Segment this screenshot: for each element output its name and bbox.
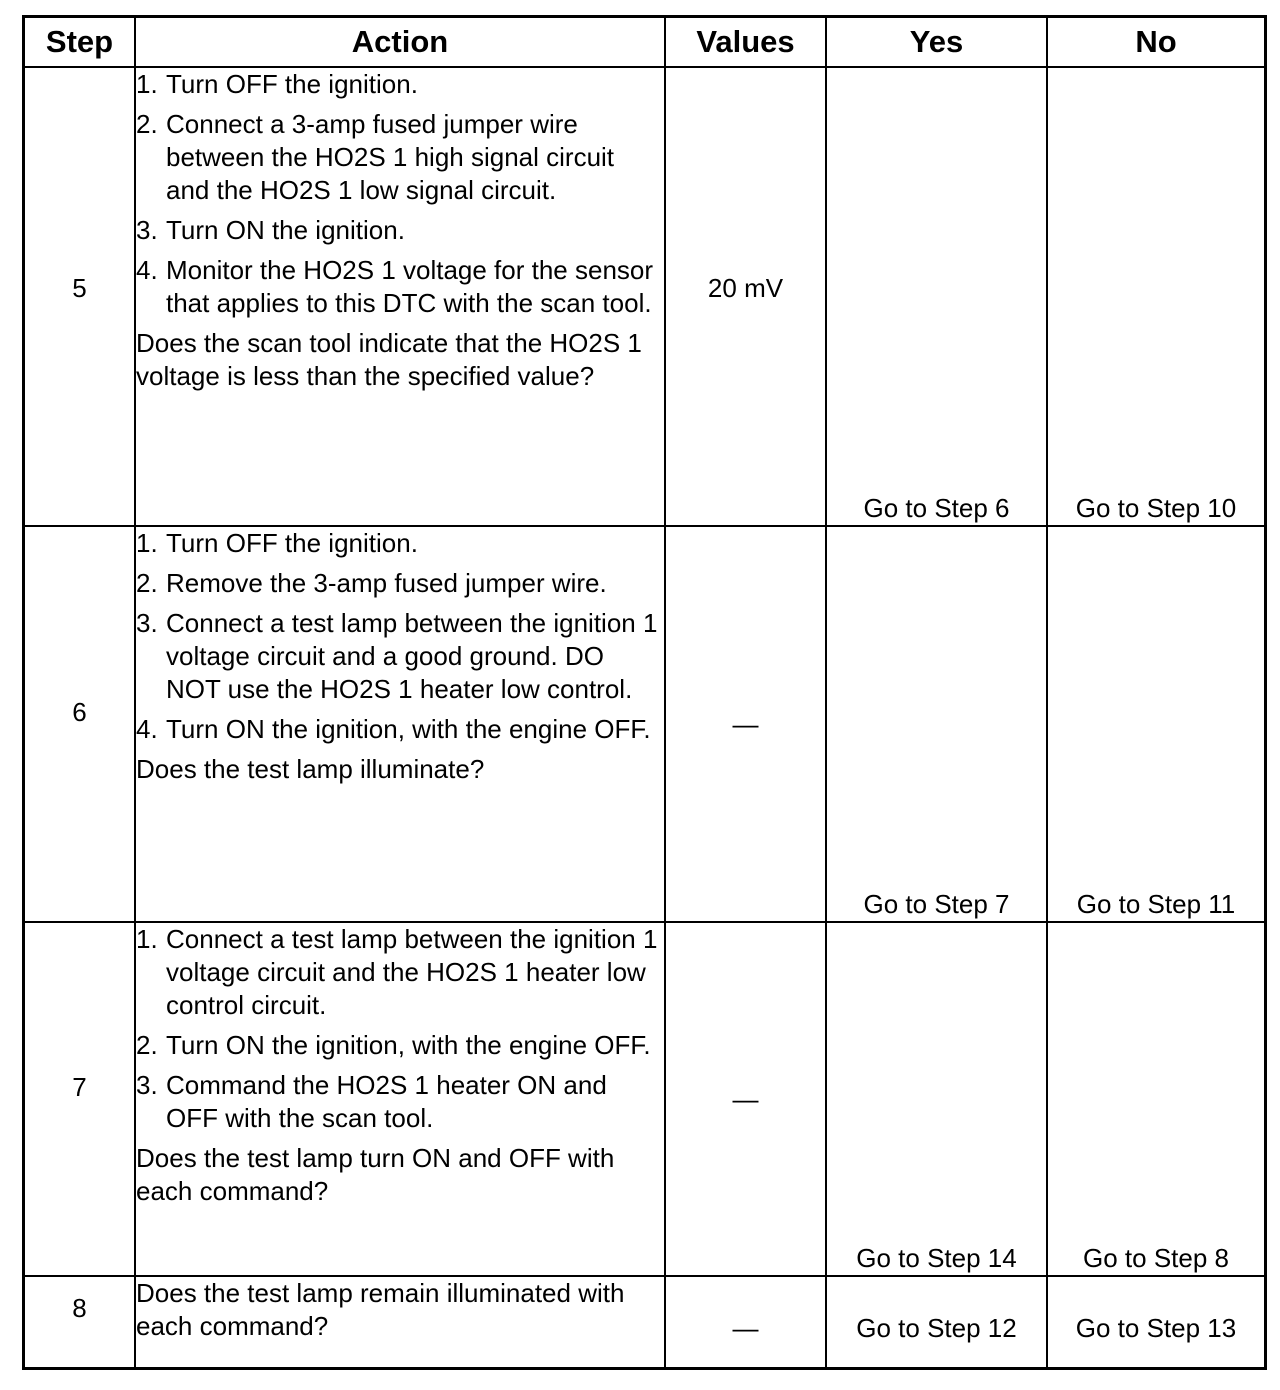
yes-cell: Go to Step 14 — [826, 922, 1047, 1276]
header-values: Values — [665, 18, 826, 67]
yes-cell: Go to Step 6 — [826, 67, 1047, 526]
header-row — [25, 18, 1264, 67]
table-row — [25, 922, 1264, 1276]
action-step: 2. Connect a 3-amp fused jumper wire between the HO2S 1 high signal circuit and the HO2S 1 low signal circuit. — [136, 109, 615, 205]
action-steps — [136, 527, 664, 746]
action-steps — [136, 68, 664, 320]
no-cell: Go to Step 8 — [1047, 922, 1264, 1276]
value-cell: — — [665, 922, 826, 1276]
action-question: Does the scan tool indicate that the HO2S 1 voltage is less than the specified value? — [136, 328, 642, 391]
action-step: 1. Turn OFF the ignition. — [136, 528, 418, 558]
action-cell — [135, 67, 665, 526]
action-step: 4. Turn ON the ignition, with the engine OFF. — [136, 714, 651, 744]
action-step: 3. Connect a test lamp between the ignition 1 voltage circuit and a good ground. DO NOT use the HO2S 1 heater low control. — [136, 608, 658, 704]
action-step: 3. Turn ON the ignition. — [136, 215, 405, 245]
table-row — [25, 1276, 1264, 1367]
yes-cell: Go to Step 7 — [826, 526, 1047, 922]
no-cell: Go to Step 11 — [1047, 526, 1264, 922]
header-step: Step — [25, 18, 135, 67]
step-number: 5 — [25, 67, 135, 526]
value-cell: — — [665, 1276, 826, 1367]
no-cell: Go to Step 10 — [1047, 67, 1264, 526]
action-question: Does the test lamp remain illuminated with each command? — [136, 1278, 625, 1341]
no-cell: Go to Step 13 — [1047, 1276, 1264, 1367]
header-no: No — [1047, 18, 1264, 67]
action-step: 3. Command the HO2S 1 heater ON and OFF with the scan tool. — [136, 1070, 607, 1133]
diagnostic-table — [25, 18, 1264, 1367]
action-step: 4. Monitor the HO2S 1 voltage for the sensor that applies to this DTC with the scan tool. — [136, 255, 654, 318]
action-step: 2. Turn ON the ignition, with the engine OFF. — [136, 1030, 651, 1060]
action-step: 2. Remove the 3-amp fused jumper wire. — [136, 568, 607, 598]
value-cell: — — [665, 526, 826, 922]
action-step: 1. Turn OFF the ignition. — [136, 69, 418, 99]
diagnostic-table-frame — [22, 15, 1267, 1370]
action-cell — [135, 922, 665, 1276]
table-row — [25, 526, 1264, 922]
header-action: Action — [135, 18, 665, 67]
action-cell — [135, 1276, 665, 1367]
yes-cell: Go to Step 12 — [826, 1276, 1047, 1367]
step-number: 6 — [25, 526, 135, 922]
step-number: 8 — [25, 1276, 135, 1367]
step-number: 7 — [25, 922, 135, 1276]
action-question: Does the test lamp turn ON and OFF with each command? — [136, 1143, 615, 1206]
table-row — [25, 67, 1264, 526]
header-yes: Yes — [826, 18, 1047, 67]
action-steps — [136, 923, 664, 1135]
value-cell: 20 mV — [665, 67, 826, 526]
action-question: Does the test lamp illuminate? — [136, 754, 485, 784]
action-step: 1. Connect a test lamp between the ignition 1 voltage circuit and the HO2S 1 heater low control circuit. — [136, 924, 658, 1020]
action-cell — [135, 526, 665, 922]
